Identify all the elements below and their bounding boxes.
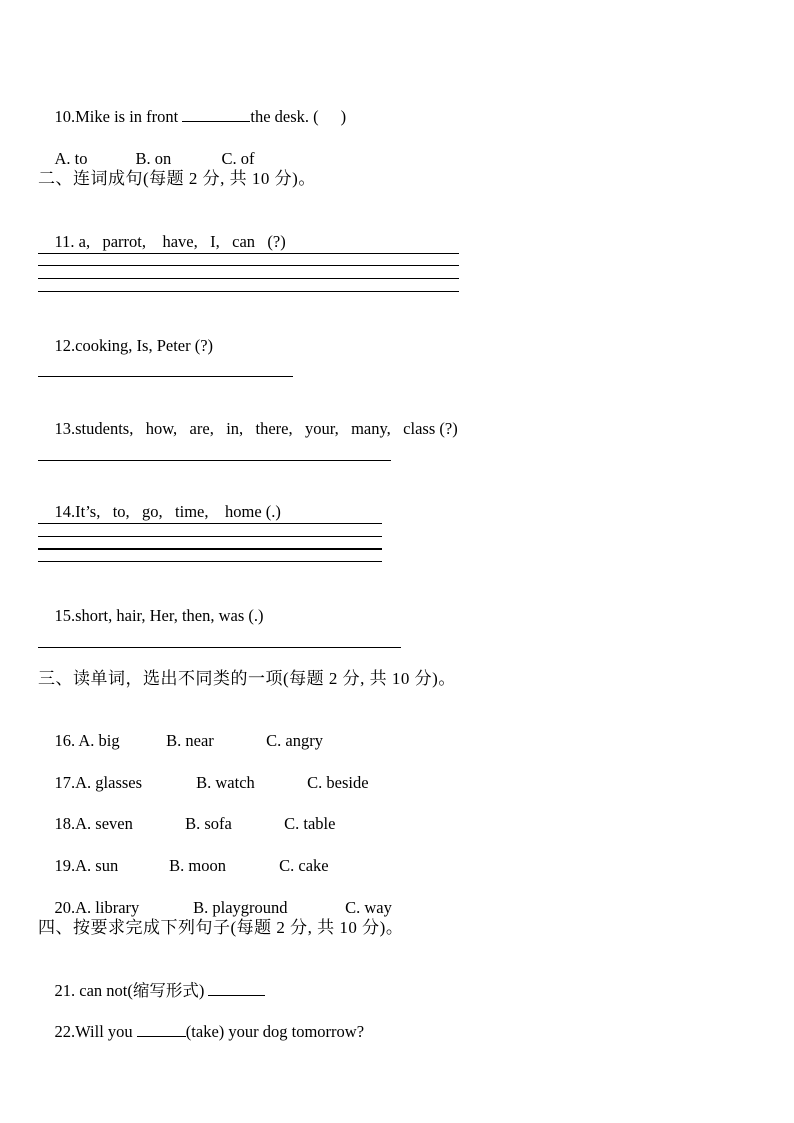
question-number: 21. [54,981,76,1000]
question-number: 17. [54,773,76,792]
question-number: 18. [54,814,76,833]
answer-line[interactable] [38,265,459,266]
answer-line[interactable] [38,291,459,292]
answer-line[interactable] [38,253,459,254]
scrambled-words: cooking, Is, Peter (?) [75,336,214,355]
question-text-before: Mike is in front [75,107,183,126]
section-4-heading: 四、按要求完成下列句子(每题 2 分, 共 10 分)。 [38,918,404,937]
question-text: can not(缩写形式) [75,981,209,1000]
question-number: 20. [54,898,76,917]
option-b[interactable]: B. watch [196,773,255,792]
option-a[interactable]: A. library [75,898,140,917]
bracket-close: ) [340,107,347,126]
question-15 [38,586,264,646]
option-b[interactable]: B. near [166,731,214,750]
answer-line[interactable] [38,523,382,524]
answer-line[interactable] [38,278,459,279]
scrambled-words: It’s, to, go, time, home (.) [75,502,281,521]
question-number: 10. [54,107,76,126]
answer-line[interactable] [38,548,382,550]
answer-line[interactable] [38,460,391,461]
question-22 [38,1002,364,1062]
option-b[interactable]: B. playground [193,898,288,917]
option-c[interactable]: C. cake [279,856,329,875]
question-14 [38,482,281,542]
answer-blank[interactable] [137,1022,186,1037]
option-c[interactable]: C. of [221,149,255,168]
option-c[interactable]: C. way [345,898,392,917]
scrambled-words: a, parrot, have, I, can (?) [74,232,286,251]
option-a[interactable]: A. to [54,149,88,168]
question-number: 22. [54,1022,76,1041]
answer-line[interactable] [38,647,401,648]
question-number: 12. [54,336,76,355]
question-number: 16. [54,731,76,750]
section-2-heading: 二、连词成句(每题 2 分, 共 10 分)。 [38,169,316,188]
scrambled-words: short, hair, Her, then, was (.) [75,606,264,625]
question-number: 13. [54,419,76,438]
question-text-before: Will you [75,1022,137,1041]
option-a[interactable]: A. sun [75,856,119,875]
option-b[interactable]: B. sofa [185,814,232,833]
answer-blank[interactable] [182,107,250,122]
question-number: 19. [54,856,76,875]
option-a[interactable]: A. big [75,731,120,750]
option-a[interactable]: A. glasses [75,773,143,792]
option-a[interactable]: A. seven [75,814,133,833]
question-text-after: (take) your dog tomorrow? [185,1022,365,1041]
option-b[interactable]: B. moon [169,856,226,875]
section-3-heading: 三、读单词，选出不同类的一项(每题 2 分, 共 10 分)。 [38,669,456,688]
question-13 [38,399,458,459]
option-b[interactable]: B. on [135,149,172,168]
question-11 [38,212,286,272]
question-number: 14. [54,502,76,521]
answer-line[interactable] [38,536,382,537]
question-12 [38,316,213,376]
question-number: 15. [54,606,76,625]
question-text-after: the desk. ( [250,107,319,126]
answer-line[interactable] [38,561,382,562]
option-c[interactable]: C. beside [307,773,369,792]
answer-blank[interactable] [208,981,265,996]
question-number: 11. [54,232,75,251]
option-c[interactable]: C. angry [266,731,323,750]
scrambled-words: students, how, are, in, there, your, many, class (?) [75,419,458,438]
answer-line[interactable] [38,376,293,377]
option-c[interactable]: C. table [284,814,336,833]
